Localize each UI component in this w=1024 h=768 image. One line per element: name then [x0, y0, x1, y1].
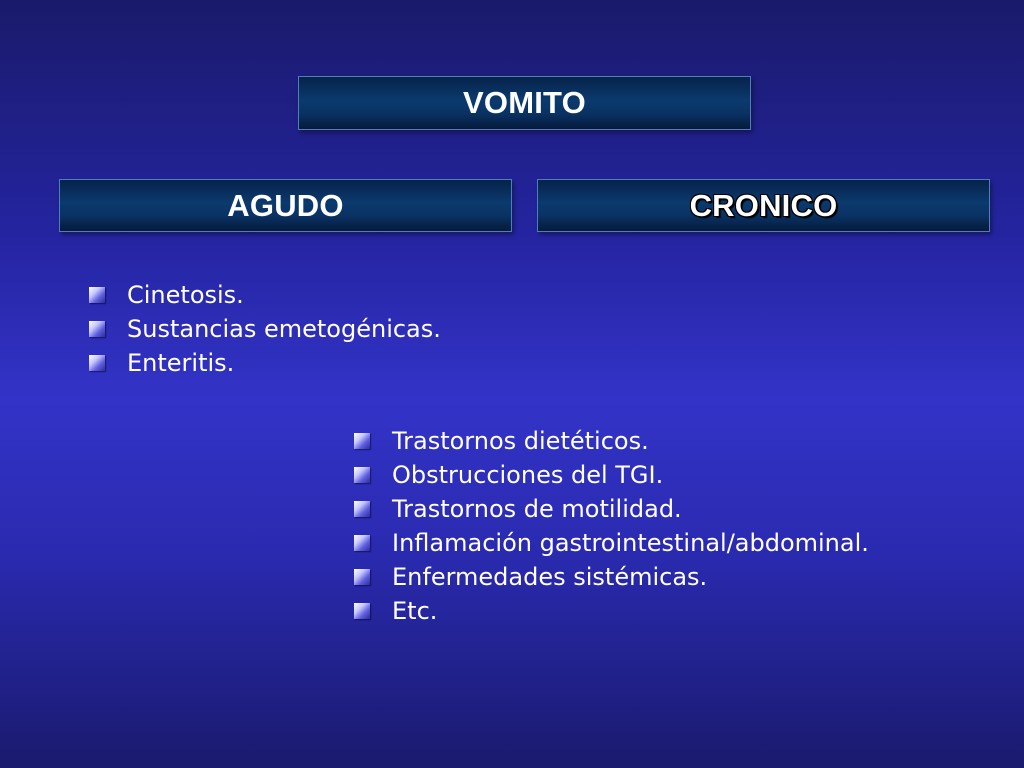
square-bullet-icon [354, 603, 370, 619]
square-bullet-icon [354, 467, 370, 483]
agudo-heading: AGUDO [227, 187, 344, 223]
list-item-text: Enteritis. [127, 349, 235, 377]
list-item-text: Cinetosis. [127, 281, 244, 309]
list-item-text: Trastornos dietéticos. [392, 427, 649, 455]
list-item [354, 492, 869, 526]
list-item [354, 560, 869, 594]
list-item-text: Trastornos de motilidad. [392, 495, 682, 523]
list-item [354, 526, 869, 560]
list-item [89, 312, 441, 346]
list-item-text: Inflamación gastrointestinal/abdominal. [392, 529, 869, 557]
square-bullet-icon [89, 321, 105, 337]
square-bullet-icon [354, 569, 370, 585]
square-bullet-icon [89, 287, 105, 303]
list-item [354, 458, 869, 492]
list-item [89, 346, 441, 380]
list-item [354, 424, 869, 458]
square-bullet-icon [354, 433, 370, 449]
square-bullet-icon [89, 355, 105, 371]
cronico-heading: CRONICO [689, 187, 838, 223]
list-item-text: Obstrucciones del TGI. [392, 461, 664, 489]
list-item-text: Sustancias emetogénicas. [127, 315, 441, 343]
cronico-heading-box [537, 179, 990, 232]
agudo-heading-box [59, 179, 512, 232]
list-item [89, 278, 441, 312]
slide-title: VOMITO [463, 85, 586, 120]
square-bullet-icon [354, 535, 370, 551]
list-item-text: Enfermedades sistémicas. [392, 563, 708, 591]
title-box [298, 76, 751, 130]
list-item [354, 594, 869, 628]
square-bullet-icon [354, 501, 370, 517]
cronico-list [354, 424, 869, 628]
agudo-list [89, 278, 441, 380]
list-item-text: Etc. [392, 597, 438, 625]
